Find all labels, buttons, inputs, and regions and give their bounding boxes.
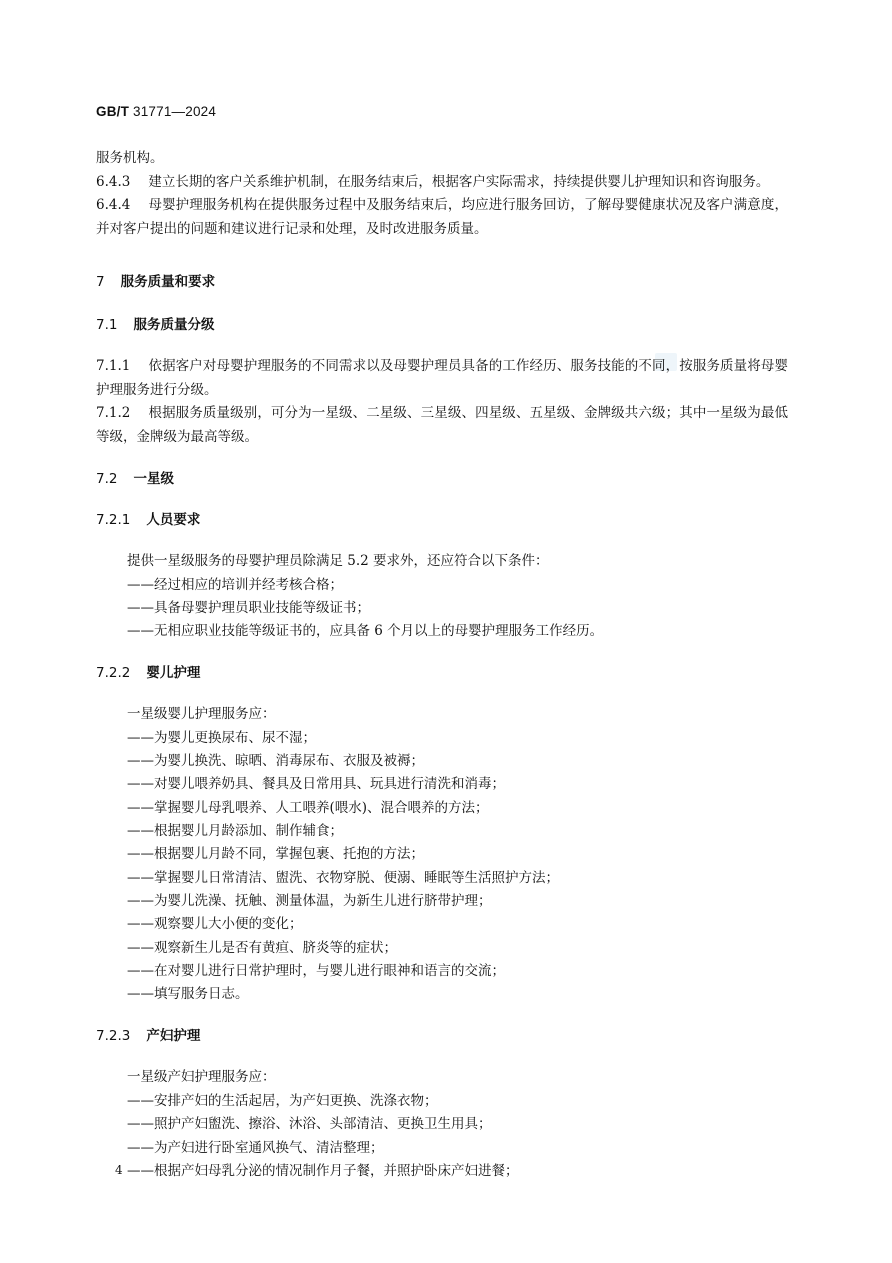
section-7-heading [96,271,788,294]
section-number: 7.2.3 [96,1028,131,1045]
section-7-2-3-list [96,1090,788,1183]
section-7-2-1-list [96,574,788,644]
clause-7-1-2 [96,402,788,449]
section-number: 7 [96,274,105,290]
section-number: 7.2.1 [96,512,131,528]
section-number: 7.2 [96,471,118,487]
section-7-2-2-heading [96,662,788,685]
list-item: ——为婴儿洗澡、抚触、测量体温，为新生儿进行脐带护理； [127,892,492,909]
section-7-2-2-list [96,727,788,1007]
clause-text: 依据客户对母婴护理服务的不同需求以及母婴护理员具备的工作经历、服务技能的不同，按服务质量将母婴护理服务进行分级。 [96,358,788,398]
list-item: ——为产妇进行卧室通风换气、清洁整理； [127,1139,384,1156]
list-item: ——安排产妇的生活起居，为产妇更换、洗涤衣物； [127,1092,438,1109]
page-number: 4 [115,1163,123,1177]
list-item: ——经过相应的培训并经考核合格； [127,576,343,593]
standard-code-number: 31771—2024 [133,104,217,119]
section-7-2-2-intro: 一星级婴儿护理服务应： [127,706,276,723]
list-item: ——观察新生儿是否有黄疸、脐炎等的症状； [127,939,397,956]
list-item: ——无相应职业技能等级证书的，应具备 6 个月以上的母婴护理服务工作经历。 [127,623,604,640]
standard-code-header [96,104,216,119]
clause-number: 7.1.2 [96,405,131,421]
section-7-2-1-heading [96,509,788,532]
section-title: 一星级 [133,471,174,487]
clause-number: 6.4.4 [96,197,131,213]
list-item: ——照护产妇盥洗、擦浴、沐浴、头部清洁、更换卫生用具； [127,1116,492,1133]
continued-line: 服务机构。 [96,150,164,166]
list-item: ——观察婴儿大小便的变化； [127,916,303,933]
clause-text: 根据服务质量级别，可分为一星级、二星级、三星级、四星级、五星级、金牌级共六级；其中一星级为最低等级，金牌级为最高等级。 [96,405,788,445]
section-7-2-1-intro: 提供一星级服务的母婴护理员除满足 5.2 要求外，还应符合以下条件： [127,553,549,569]
list-item: ——为婴儿更换尿布、尿不湿； [127,729,316,746]
list-item: ——根据产妇母乳分泌的情况制作月子餐，并照护卧床产妇进餐； [127,1162,519,1179]
section-title: 人员要求 [146,512,201,528]
list-item: ——根据婴儿月龄添加、制作辅食； [127,823,343,840]
section-7-1-heading [96,314,788,337]
clause-6-4-4 [96,194,788,241]
section-7-2-3-intro: 一星级产妇护理服务应： [127,1069,276,1086]
section-7-2-3-heading [96,1025,788,1048]
clause-text: 建立长期的客户关系维护机制，在服务结束后，根据客户实际需求，持续提供婴儿护理知识和咨询服务。 [148,173,770,190]
list-item: ——具备母婴护理员职业技能等级证书； [127,599,370,616]
section-number: 7.2.2 [96,665,131,682]
list-item: ——对婴儿喂养奶具、餐具及日常用具、玩具进行清洗和消毒； [127,776,505,793]
section-title: 婴儿护理 [146,665,201,682]
list-item: ——在对婴儿进行日常护理时，与婴儿进行眼神和语言的交流； [127,962,505,979]
standard-code-prefix: GB/T [96,104,130,119]
clause-text: 母婴护理服务机构在提供服务过程中及服务结束后，均应进行服务回访，了解母婴健康状况及客户满意度，并对客户提出的问题和建议进行记录和处理，及时改进服务质量。 [96,197,788,237]
list-item: ——掌握婴儿日常清洁、盥洗、衣物穿脱、便溺、睡眠等生活照护方法； [127,869,559,886]
section-title: 服务质量和要求 [120,274,216,290]
section-7-2-heading [96,468,788,491]
list-item: ——填写服务日志。 [127,986,249,1003]
clause-number: 7.1.1 [96,358,131,374]
list-item: ——根据婴儿月龄不同，掌握包裹、托抱的方法； [127,846,424,863]
list-item: ——掌握婴儿母乳喂养、人工喂养(喂水)、混合喂养的方法； [127,799,489,816]
clause-number: 6.4.3 [96,173,131,190]
list-item: ——为婴儿换洗、晾晒、消毒尿布、衣服及被褥； [127,753,424,770]
document-body [96,147,788,1183]
section-number: 7.1 [96,317,118,333]
clause-6-4-3 [96,171,788,195]
clause-7-1-1 [96,355,788,402]
section-title: 产妇护理 [146,1028,201,1045]
section-title: 服务质量分级 [133,317,215,333]
